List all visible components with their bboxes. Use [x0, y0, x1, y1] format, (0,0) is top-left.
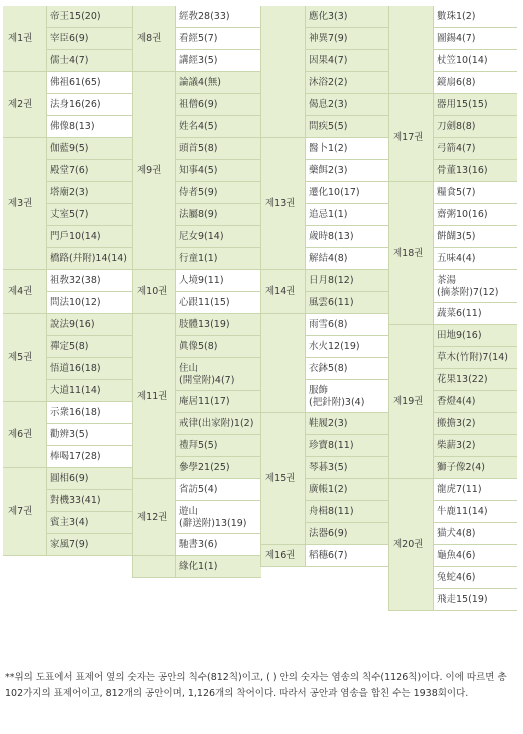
volume-label: 제8권 — [132, 6, 175, 72]
heading-entry: 日月8(12) — [305, 270, 389, 292]
heading-entry: 獅子像2(4) — [433, 457, 517, 479]
volume-label: 제1권 — [3, 6, 46, 72]
heading-entry: 弓箭4(7) — [433, 138, 517, 160]
heading-entry: 花果13(22) — [433, 369, 517, 391]
heading-entry: 姓名4(5) — [175, 116, 261, 138]
heading-entry: 追忌1(1) — [305, 204, 389, 226]
heading-entry: 骨董13(16) — [433, 160, 517, 182]
heading-entry: 祖僧6(9) — [175, 94, 261, 116]
heading-entry: 圓相6(9) — [46, 468, 132, 490]
heading-entry: 琴碁3(5) — [305, 457, 389, 479]
heading-entry: 遊山 (辭送附)13(19) — [175, 501, 261, 534]
heading-entry: 佛像8(13) — [46, 116, 132, 138]
heading-entry: 緣化1(1) — [175, 556, 261, 578]
volume-label: 제18권 — [388, 182, 433, 325]
heading-entry: 悟道16(18) — [46, 358, 132, 380]
heading-entry: 門戶10(14) — [46, 226, 132, 248]
heading-entry: 棒喝17(28) — [46, 446, 132, 468]
heading-entry: 牛鹿11(14) — [433, 501, 517, 523]
heading-entry: 人境9(11) — [175, 270, 261, 292]
volume-label: 제10권 — [132, 270, 175, 314]
heading-entry: 醫卜1(2) — [305, 138, 389, 160]
heading-entry: 應化3(3) — [305, 6, 389, 28]
heading-entry: 蔬菜6(11) — [433, 303, 517, 325]
heading-entry: 省訪5(4) — [175, 479, 261, 501]
heading-entry: 頭首5(8) — [175, 138, 261, 160]
volume-label — [132, 556, 175, 578]
heading-entry: 五味4(4) — [433, 248, 517, 270]
heading-entry: 歲時8(13) — [305, 226, 389, 248]
heading-entry: 法身16(26) — [46, 94, 132, 116]
heading-entry: 禮拜5(5) — [175, 435, 261, 457]
heading-entry: 對機33(41) — [46, 490, 132, 512]
volume-label — [260, 6, 305, 138]
heading-entry: 問法10(12) — [46, 292, 132, 314]
heading-entry: 兔蛇4(6) — [433, 567, 517, 589]
heading-entry: 雨雪6(8) — [305, 314, 389, 336]
heading-entry: 神異7(9) — [305, 28, 389, 50]
heading-entry: 數珠1(2) — [433, 6, 517, 28]
volume-label — [260, 314, 305, 413]
heading-entry: 講經3(5) — [175, 50, 261, 72]
heading-entry: 服飾 (把針附)3(4) — [305, 380, 389, 413]
heading-entry: 猫犬4(8) — [433, 523, 517, 545]
volume-label: 제11권 — [132, 314, 175, 479]
heading-entry: 偈息2(3) — [305, 94, 389, 116]
heading-entry: 帝王15(20) — [46, 6, 132, 28]
heading-entry: 因果4(7) — [305, 50, 389, 72]
heading-entry: 糧食5(7) — [433, 182, 517, 204]
heading-entry: 廣帳1(2) — [305, 479, 389, 501]
heading-entry: 伽藍9(5) — [46, 138, 132, 160]
heading-entry: 藥餌2(3) — [305, 160, 389, 182]
heading-entry: 柴薪3(2) — [433, 435, 517, 457]
heading-entry: 法器6(9) — [305, 523, 389, 545]
volume-label: 제15권 — [260, 413, 305, 545]
heading-entry: 茶湯 (摘茶附)7(12) — [433, 270, 517, 303]
heading-entry: 祖敎32(38) — [46, 270, 132, 292]
heading-entry: 飛走15(19) — [433, 589, 517, 611]
volume-label: 제17권 — [388, 94, 433, 182]
heading-entry: 香燈4(4) — [433, 391, 517, 413]
heading-entry: 衣鉢5(8) — [305, 358, 389, 380]
heading-entry: 大道11(14) — [46, 380, 132, 402]
heading-entry: 遷化10(17) — [305, 182, 389, 204]
heading-entry: 知事4(5) — [175, 160, 261, 182]
heading-entry: 田地9(16) — [433, 325, 517, 347]
heading-entry: 眞像5(8) — [175, 336, 261, 358]
heading-entry: 圖錫4(7) — [433, 28, 517, 50]
volume-label: 제12권 — [132, 479, 175, 556]
heading-entry: 沐浴2(2) — [305, 72, 389, 94]
heading-entry: 鏡扇6(8) — [433, 72, 517, 94]
heading-entry: 論議4(無) — [175, 72, 261, 94]
heading-entry: 器用15(15) — [433, 94, 517, 116]
heading-entry: 心跟11(15) — [175, 292, 261, 314]
volume-label: 제6권 — [3, 402, 46, 468]
heading-entry: 勸辨3(5) — [46, 424, 132, 446]
heading-entry: 殿堂7(6) — [46, 160, 132, 182]
volume-label: 제19권 — [388, 325, 433, 479]
heading-entry: 鞋履2(3) — [305, 413, 389, 435]
heading-entry: 珍寶8(11) — [305, 435, 389, 457]
index-table — [3, 6, 517, 666]
heading-entry: 參學21(25) — [175, 457, 261, 479]
volume-label: 제9권 — [132, 72, 175, 270]
heading-entry: 塔廟2(3) — [46, 182, 132, 204]
volume-label: 제2권 — [3, 72, 46, 138]
heading-entry: 橋路(幷附)14(14) — [46, 248, 132, 270]
heading-entry: 龜魚4(6) — [433, 545, 517, 567]
heading-entry: 行童1(1) — [175, 248, 261, 270]
heading-entry: 法屬8(9) — [175, 204, 261, 226]
heading-entry: 水火12(19) — [305, 336, 389, 358]
volume-label: 제3권 — [3, 138, 46, 270]
heading-entry: 庵居11(17) — [175, 391, 261, 413]
heading-entry: 龍虎7(11) — [433, 479, 517, 501]
heading-entry: 家風7(9) — [46, 534, 132, 556]
heading-entry: 刀劍8(8) — [433, 116, 517, 138]
heading-entry: 說法9(16) — [46, 314, 132, 336]
heading-entry: 宰臣6(9) — [46, 28, 132, 50]
heading-entry: 杖笠10(14) — [433, 50, 517, 72]
heading-entry: 稻穗6(7) — [305, 545, 389, 567]
heading-entry: 問疾5(5) — [305, 116, 389, 138]
heading-entry: 儒士4(7) — [46, 50, 132, 72]
heading-entry: 戒律(出家附)1(2) — [175, 413, 261, 435]
heading-entry: 餠餬3(5) — [433, 226, 517, 248]
volume-label: 제7권 — [3, 468, 46, 556]
volume-label: 제13권 — [260, 138, 305, 270]
heading-entry: 賓主3(4) — [46, 512, 132, 534]
heading-entry: 肢體13(19) — [175, 314, 261, 336]
heading-entry: 丈室5(7) — [46, 204, 132, 226]
volume-label: 제5권 — [3, 314, 46, 402]
heading-entry: 解結4(8) — [305, 248, 389, 270]
heading-entry: 草木(竹附)7(14) — [433, 347, 517, 369]
heading-entry: 經敎28(33) — [175, 6, 261, 28]
heading-entry: 看經5(7) — [175, 28, 261, 50]
volume-label: 제14권 — [260, 270, 305, 314]
heading-entry: 示衆16(18) — [46, 402, 132, 424]
volume-label: 제20권 — [388, 479, 433, 611]
heading-entry: 搬擔3(2) — [433, 413, 517, 435]
heading-entry: 住山 (開堂附)4(7) — [175, 358, 261, 391]
volume-label: 제16권 — [260, 545, 305, 567]
heading-entry: 風雲6(11) — [305, 292, 389, 314]
volume-label — [388, 6, 433, 94]
heading-entry: 尼女9(14) — [175, 226, 261, 248]
heading-entry: 齋粥10(16) — [433, 204, 517, 226]
footnote: **위의 도표에서 표제어 옆의 숫자는 공안의 칙수(812칙)이고, ( ) 안의 숫자는 염송의 칙수(1126칙)이다. 이에 따르면 총 102가지의 표제어이고, 812개의 공안이며, 1,126개의 착어이다. 따라서 공안과 염송을 합친 수는 1938회이다. — [5, 672, 507, 699]
volume-label: 제4권 — [3, 270, 46, 314]
heading-entry: 禪定5(8) — [46, 336, 132, 358]
heading-entry: 舟楫8(11) — [305, 501, 389, 523]
heading-entry: 侍者5(9) — [175, 182, 261, 204]
heading-entry: 馳書3(6) — [175, 534, 261, 556]
heading-entry: 佛祖61(65) — [46, 72, 132, 94]
